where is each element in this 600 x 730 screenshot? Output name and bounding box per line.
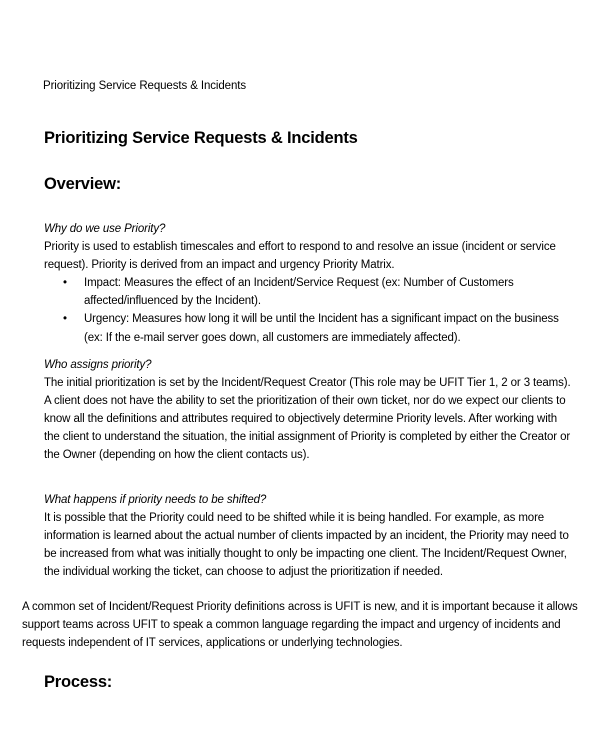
impact-bullet-text: Impact: Measures the effect of an Incident/Service Request (ex: Number of Customers affected/influenced by the Incident). <box>84 277 514 308</box>
bullet-icon: • <box>63 313 67 326</box>
document-title: Prioritizing Service Requests & Incidents <box>44 129 358 147</box>
priority-shift-question: What happens if priority needs to be shifted? <box>44 494 267 506</box>
bullet-icon: • <box>63 277 67 290</box>
common-definitions-paragraph: A common set of Incident/Request Priority definitions across is UFIT is new, and it is important because it allows support teams across UFIT to speak a common language regarding the impact and urgency of incidents and requests independent of IT services, applications or underlying technologies. <box>22 601 578 650</box>
priority-shift-paragraph: It is possible that the Priority could need to be shifted while it is being handled. For example, as more information is learned about the actual number of clients impacted by an incident, the Priority may need to be increased from what was initially thought to only be impacting one client. The Incident/Request Owner, the individual working the ticket, can choose to adjust the prioritization if needed. <box>44 512 569 579</box>
page-header: Prioritizing Service Requests & Incidents <box>43 80 246 92</box>
who-assigns-section <box>44 356 574 465</box>
who-assigns-paragraph: The initial prioritization is set by the Incident/Request Creator (This role may be UFIT Tier 1, 2 or 3 teams). A client does not have the ability to set the prioritization of their own ticket, nor do we expect our clients to know all the definitions and attributes required to objectively determine Priority levels. After working with the client to understand the situation, the initial assignment of Priority is completed by either the Creator or the Owner (depending on how the client contacts us). <box>44 377 571 462</box>
overview-heading: Overview: <box>44 175 122 193</box>
list-item <box>44 310 574 346</box>
list-item <box>44 274 574 310</box>
process-heading: Process: <box>44 673 113 691</box>
who-assigns-question: Who assigns priority? <box>44 359 152 371</box>
why-priority-paragraph: Priority is used to establish timescales and effort to respond to and resolve an issue (incident or service request). Priority is derived from an impact and urgency Priority Matrix. <box>44 241 556 272</box>
why-priority-section <box>44 220 574 347</box>
urgency-bullet-text: Urgency: Measures how long it will be until the Incident has a significant impact on the business (ex: If the e-mail server goes down, all customers are immediately affected). <box>84 313 559 344</box>
priority-shift-section <box>44 491 574 581</box>
priority-factors-list <box>44 274 574 346</box>
why-priority-question: Why do we use Priority? <box>44 223 166 235</box>
